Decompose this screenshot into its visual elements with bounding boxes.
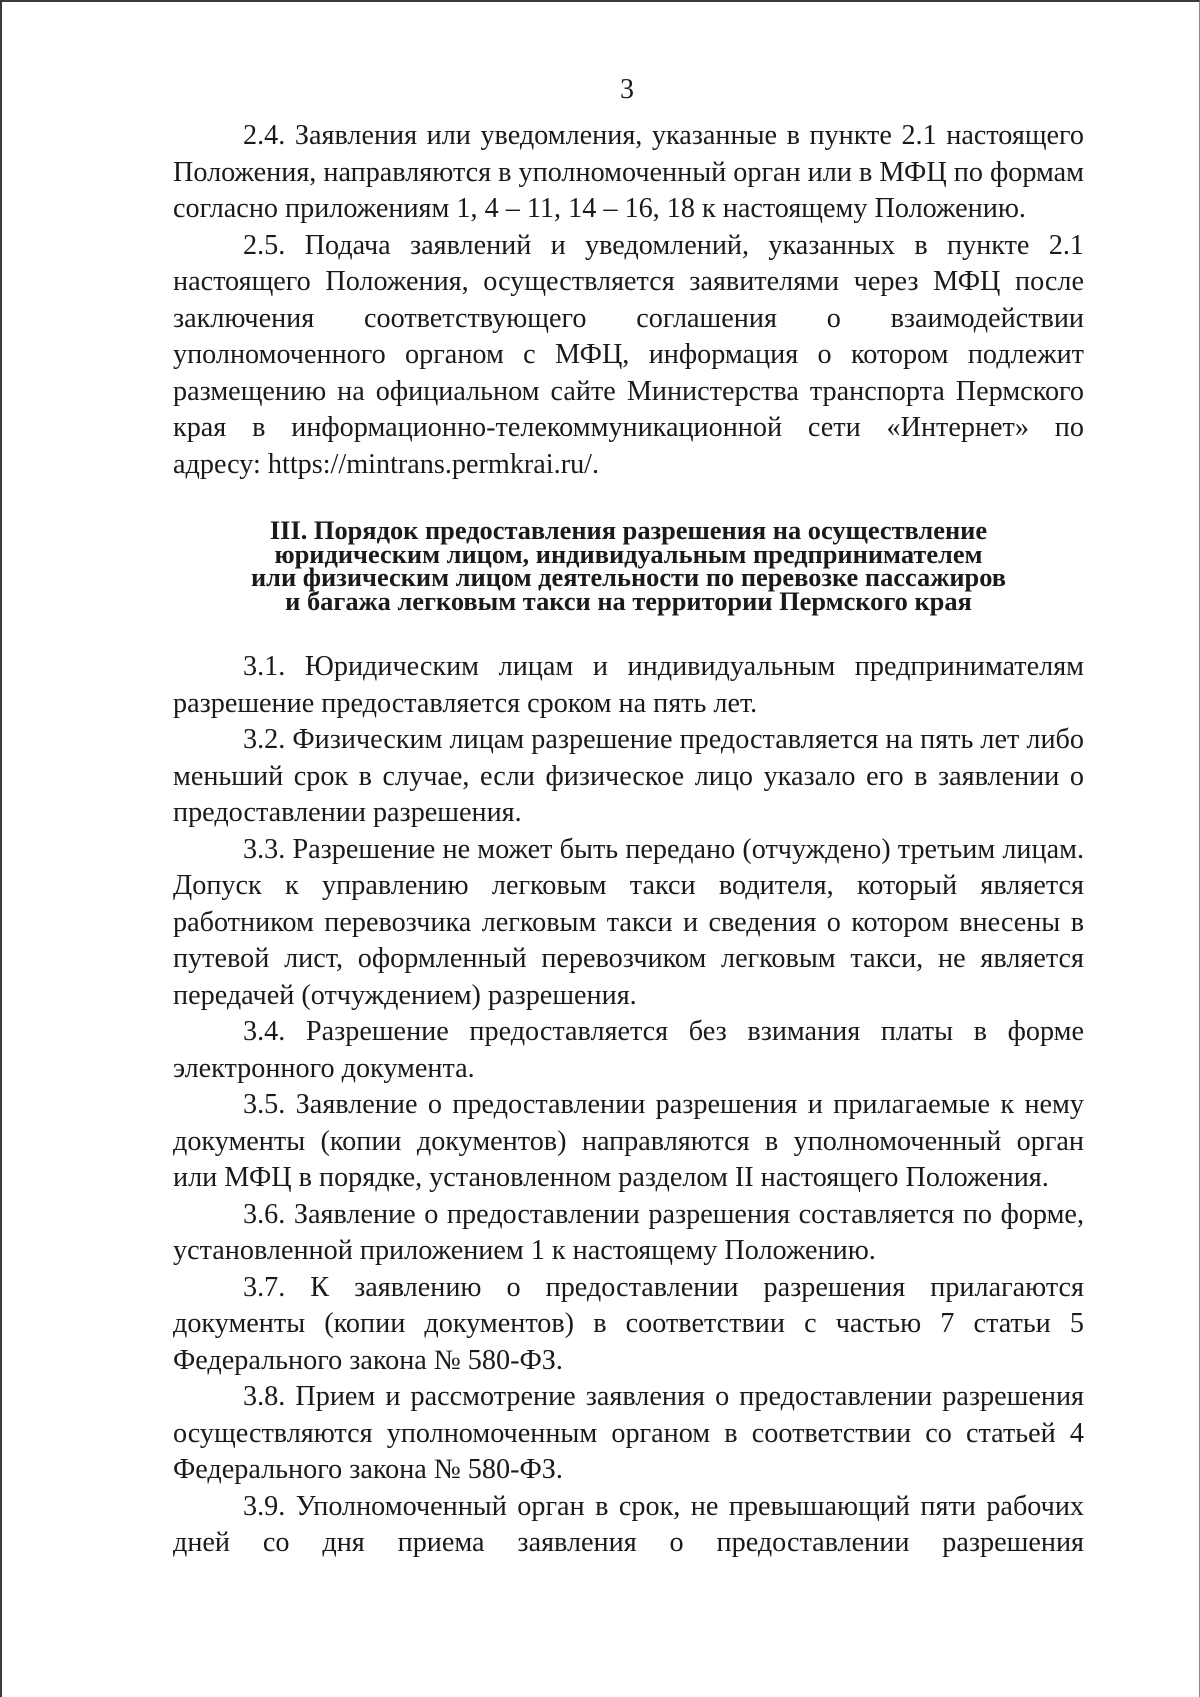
section-heading-line: и багажа легковым такси на территории Пермского края xyxy=(285,585,972,616)
section-heading-line: или физическим лицом деятельности по перевозке пассажиров xyxy=(250,562,1007,592)
paragraph-3-8: 3.8. Прием и рассмотрение заявления о предоставлении разрешения осуществляются уполномоченным органом в соответствии со статьей 4 Федерального закона № 580-ФЗ. xyxy=(173,1381,1084,1485)
paragraph-3-1: 3.1. Юридическим лицам и индивидуальным предпринимателям разрешение предоставляется сроком на пять лет. xyxy=(173,651,1084,719)
paragraph-3-7: 3.7. К заявлению о предоставлении разрешения прилагаются документы (копии документов) в соответствии с частью 7 статьи 5 Федерального закона № 580-ФЗ. xyxy=(173,1271,1084,1376)
paragraph-3-9: 3.9. Уполномоченный орган в срок, не превышающий пяти рабочих дней со дня приема заявления о предоставлении разрешения xyxy=(173,1490,1084,1558)
page-number: 3 xyxy=(620,74,634,105)
section-heading-3 xyxy=(173,515,1084,616)
paragraph-2-4: 2.4. Заявления или уведомления, указанные в пункте 2.1 настоящего Положения, направляются в уполномоченный орган или в МФЦ по формам согласно приложениям 1, 4 – 11, 14 – 16, 18 к настоящему Положению. xyxy=(173,120,1084,224)
paragraph-3-6: 3.6. Заявление о предоставлении разрешения составляется по форме, установленной приложением 1 к настоящему Положению. xyxy=(173,1198,1084,1266)
document-body xyxy=(173,118,1084,1562)
section-heading-line: III. Порядок предоставления разрешения на осуществление xyxy=(269,515,988,545)
paragraph-3-4: 3.4. Разрешение предоставляется без взимания платы в форме электронного документа. xyxy=(173,1016,1084,1084)
section-heading-line: юридическим лицом, индивидуальным предпринимателем xyxy=(274,538,983,569)
paragraph-3-5: 3.5. Заявление о предоставлении разрешения и прилагаемые к нему документы (копии документов) направляются в уполномоченный орган или МФЦ в порядке, установленном разделом II настоящего Положения. xyxy=(173,1089,1084,1193)
paragraph-3-2: 3.2. Физическим лицам разрешение предоставляется на пять лет либо меньший срок в случае, если физическое лицо указало его в заявлении о предоставлении разрешения. xyxy=(173,724,1084,828)
paragraph-3-3: 3.3. Разрешение не может быть передано (отчуждено) третьим лицам. Допуск к управлению легковым такси водителя, который является работником перевозчика легковым такси и сведения о котором внесены в путевой лист, оформленный перевозчиком легковым такси, не является передачей (отчуждением) разрешения. xyxy=(173,833,1084,1011)
paragraph-2-5: 2.5. Подача заявлений и уведомлений, указанных в пункте 2.1 настоящего Положения, осуществляется заявителями через МФЦ после заключения соответствующего соглашения о взаимодействии уполномоченного органом с МФЦ, информация о котором подлежит размещению на официальном сайте Министерства транспорта Пермского края в информационно-телекоммуникационной сети «Интернет» по адресу: https://mintrans.permkrai.ru/. xyxy=(173,229,1084,480)
